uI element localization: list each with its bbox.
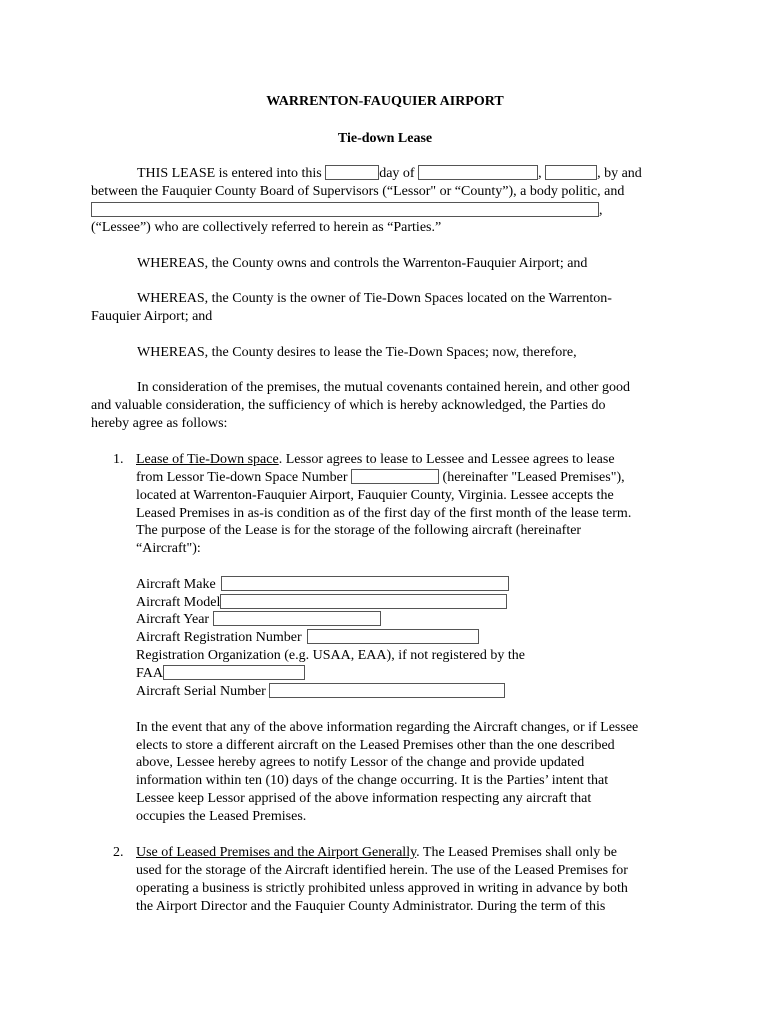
section-1-para-line-1: In the event that any of the above information regarding the Aircraft changes, or if Lessee bbox=[136, 720, 639, 735]
intro-line-3 bbox=[91, 202, 603, 220]
aircraft-model-field[interactable] bbox=[220, 594, 507, 609]
intro-text: THIS LEASE is entered into this bbox=[137, 166, 322, 181]
aircraft-make-row bbox=[136, 576, 509, 594]
aircraft-registration-label: Aircraft Registration Number bbox=[136, 630, 302, 645]
aircraft-model-row bbox=[136, 594, 507, 612]
section-1-para-line-5: Lessee keep Lessor apprised of the above information respecting any aircraft that bbox=[136, 791, 592, 806]
section-2-line-3: operating a business is strictly prohibited unless approved in writing in advance by both bbox=[136, 881, 628, 896]
lease-day-field[interactable] bbox=[325, 165, 379, 180]
section-1-heading: Lease of Tie-Down space bbox=[136, 452, 279, 467]
recital-2-line-2: Fauquier Airport; and bbox=[91, 309, 213, 324]
section-1-line-3: located at Warrenton-Fauquier Airport, Fauquier County, Virginia. Lessee accepts the bbox=[136, 488, 614, 503]
aircraft-year-label: Aircraft Year bbox=[136, 612, 210, 627]
recital-1: WHEREAS, the County owns and controls the Warrenton-Fauquier Airport; and bbox=[137, 256, 588, 271]
aircraft-make-label: Aircraft Make bbox=[136, 577, 216, 592]
section-1-para-line-6: occupies the Leased Premises. bbox=[136, 809, 307, 824]
aircraft-year-row bbox=[136, 611, 381, 629]
section-1-line-1 bbox=[136, 451, 615, 469]
section-1-para-line-3: above, Lessee hereby agrees to notify Lessor of the change and provide updated bbox=[136, 755, 585, 770]
intro-line-1 bbox=[137, 165, 642, 183]
recital-2-line-1: WHEREAS, the County is the owner of Tie-Down Spaces located on the Warrenton- bbox=[137, 291, 612, 306]
aircraft-registration-row bbox=[136, 629, 479, 647]
section-1-text: . Lessor agrees to lease to Lessee and Lessee agrees to lease bbox=[278, 452, 615, 467]
aircraft-year-field[interactable] bbox=[213, 611, 381, 626]
faa-row bbox=[136, 665, 305, 683]
section-1-line-5: The purpose of the Lease is for the storage of the following aircraft (hereinafter bbox=[136, 523, 582, 538]
document-subtitle: Tie-down Lease bbox=[337, 131, 433, 146]
tie-down-space-number-field[interactable] bbox=[351, 469, 439, 484]
registration-organization-label: Registration Organization (e.g. USAA, EAA), if not registered by the bbox=[136, 648, 525, 663]
consideration-line-3: hereby agree as follows: bbox=[91, 416, 228, 431]
section-1-text: from Lessor Tie-down Space Number bbox=[136, 470, 348, 485]
document-title: WARRENTON-FAUQUIER AIRPORT bbox=[266, 94, 504, 109]
section-1-text: (hereinafter "Leased Premises"), bbox=[442, 470, 625, 485]
aircraft-serial-row bbox=[136, 683, 505, 701]
aircraft-make-field[interactable] bbox=[221, 576, 509, 591]
section-2-line-1 bbox=[136, 844, 617, 862]
faa-label: FAA bbox=[136, 666, 163, 681]
lease-year-field[interactable] bbox=[545, 165, 597, 180]
section-2-number: 2. bbox=[113, 845, 124, 860]
section-1-line-6: “Aircraft"): bbox=[136, 541, 201, 556]
consideration-line-1: In consideration of the premises, the mutual covenants contained herein, and other good bbox=[137, 380, 630, 395]
intro-text: , bbox=[538, 166, 542, 181]
intro-line-4: (“Lessee”) who are collectively referred to herein as “Parties.” bbox=[91, 220, 442, 235]
aircraft-serial-field[interactable] bbox=[269, 683, 505, 698]
section-1-line-2 bbox=[136, 469, 625, 487]
section-1-para-line-2: elects to store a different aircraft on the Leased Premises other than the one described bbox=[136, 738, 615, 753]
section-2-line-4: the Airport Director and the Fauquier County Administrator. During the term of this bbox=[136, 899, 606, 914]
lease-month-field[interactable] bbox=[418, 165, 538, 180]
section-1-line-4: Leased Premises in as-is condition as of the first day of the first month of the lease term. bbox=[136, 506, 632, 521]
aircraft-serial-label: Aircraft Serial Number bbox=[136, 684, 266, 699]
consideration-line-2: and valuable consideration, the sufficiency of which is hereby acknowledged, the Parties do bbox=[91, 398, 606, 413]
section-1-para-line-4: information within ten (10) days of the change occurring. It is the Parties’ intent that bbox=[136, 773, 609, 788]
section-1-number: 1. bbox=[113, 452, 124, 467]
section-2-heading: Use of Leased Premises and the Airport Generally bbox=[136, 845, 417, 860]
intro-text: , bbox=[599, 203, 603, 218]
aircraft-registration-field[interactable] bbox=[307, 629, 479, 644]
lessee-name-field[interactable] bbox=[91, 202, 599, 217]
intro-line-2: between the Fauquier County Board of Supervisors (“Lessor" or “County”), a body politic, and bbox=[91, 184, 625, 199]
intro-text: day of bbox=[379, 166, 415, 181]
recital-3: WHEREAS, the County desires to lease the Tie-Down Spaces; now, therefore, bbox=[137, 345, 577, 360]
section-2-text: . The Leased Premises shall only be bbox=[416, 845, 617, 860]
section-2-line-2: used for the storage of the Aircraft identified herein. The use of the Leased Premises for bbox=[136, 863, 628, 878]
registration-organization-field[interactable] bbox=[163, 665, 305, 680]
aircraft-model-label: Aircraft Model bbox=[136, 595, 221, 610]
intro-text: , by and bbox=[597, 166, 642, 181]
